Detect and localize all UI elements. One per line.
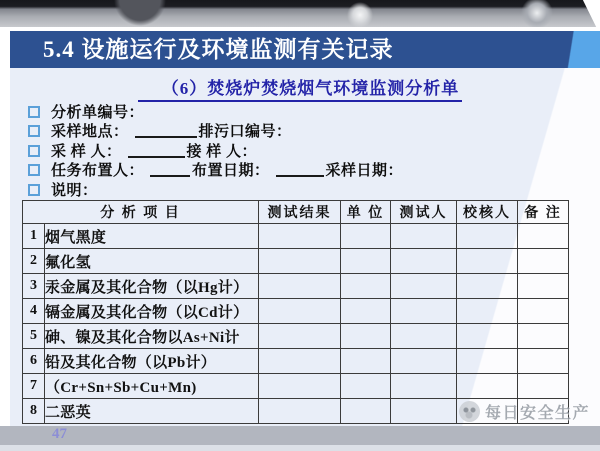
outlet-no-label: 排污口编号： — [198, 124, 292, 140]
analysis-no-label: 分析单编号： — [51, 105, 145, 121]
assigner-label: 任务布置人： — [51, 163, 145, 179]
result-cell — [259, 299, 341, 324]
table-row — [23, 249, 569, 274]
form-line-analysis-no — [28, 102, 144, 121]
header-test-result: 测试结果 — [259, 201, 341, 224]
table-row — [23, 274, 569, 299]
bullet-square-icon — [28, 164, 40, 176]
form-line-task-assignment — [28, 160, 403, 179]
tester-cell — [391, 349, 457, 374]
result-cell — [259, 349, 341, 374]
tester-cell — [391, 274, 457, 299]
watermark-logo-icon — [459, 401, 480, 422]
unit-cell — [341, 249, 391, 274]
table-header-row — [23, 201, 569, 224]
unit-cell — [341, 224, 391, 249]
header-remark: 备 注 — [518, 201, 569, 224]
checker-cell — [457, 324, 518, 349]
blank-underline — [150, 163, 190, 177]
result-cell — [259, 274, 341, 299]
page-number: 47 — [52, 426, 67, 442]
table-row — [23, 324, 569, 349]
unit-cell — [341, 349, 391, 374]
result-cell — [259, 324, 341, 349]
header-analysis-item: 分 析 项 目 — [23, 201, 259, 224]
unit-cell — [341, 399, 391, 424]
table-row — [23, 299, 569, 324]
remark-cell — [518, 324, 569, 349]
assign-date-label: 布置日期： — [192, 163, 270, 179]
remark-cell — [518, 374, 569, 399]
checker-cell — [457, 349, 518, 374]
blank-underline — [276, 163, 324, 177]
note-label: 说明： — [51, 183, 98, 199]
bullet-square-icon — [28, 125, 40, 137]
result-cell — [259, 224, 341, 249]
checker-cell — [457, 249, 518, 274]
blank-underline — [135, 124, 197, 138]
unit-cell — [341, 299, 391, 324]
remark-cell — [518, 349, 569, 374]
row-number: 8 — [23, 399, 45, 424]
row-number: 1 — [23, 224, 45, 249]
remark-cell — [518, 299, 569, 324]
row-number: 3 — [23, 274, 45, 299]
bullet-square-icon — [28, 184, 40, 196]
analysis-table — [22, 200, 569, 424]
header-photo-strip — [0, 0, 600, 27]
remark-cell — [518, 274, 569, 299]
tester-cell — [391, 224, 457, 249]
row-number: 2 — [23, 249, 45, 274]
row-number: 4 — [23, 299, 45, 324]
result-cell — [259, 399, 341, 424]
unit-cell — [341, 324, 391, 349]
analysis-item: 砷、镍及其化合物以As+Ni计 — [45, 324, 259, 349]
checker-cell — [457, 224, 518, 249]
form-line-note — [28, 180, 98, 199]
remark-cell — [518, 249, 569, 274]
receiver-label: 接 样 人： — [186, 144, 258, 160]
table-row — [23, 224, 569, 249]
tester-cell — [391, 249, 457, 274]
checker-cell — [457, 299, 518, 324]
analysis-item: 镉金属及其化合物（以Cd计） — [45, 299, 259, 324]
tester-cell — [391, 399, 457, 424]
analysis-item: 烟气黑度 — [45, 224, 259, 249]
analysis-item: 铅及其化合物（以Pb计） — [45, 349, 259, 374]
tester-cell — [391, 299, 457, 324]
sampler-label: 采 样 人： — [51, 144, 122, 160]
unit-cell — [341, 374, 391, 399]
sampling-site-label: 采样地点： — [51, 124, 129, 140]
analysis-item: 二恶英 — [45, 399, 259, 424]
checker-cell — [457, 274, 518, 299]
watermark-text: 每日安全生产 — [485, 405, 591, 422]
row-number: 7 — [23, 374, 45, 399]
table-row — [23, 374, 569, 399]
blank-underline — [128, 144, 185, 158]
row-number: 6 — [23, 349, 45, 374]
header-tester: 测试人 — [391, 201, 457, 224]
sampling-date-label: 采样日期： — [325, 163, 404, 179]
subtitle-row — [10, 74, 590, 102]
analysis-item: （Cr+Sn+Sb+Cu+Mn) — [45, 374, 259, 399]
header-unit: 单 位 — [341, 201, 391, 224]
table-row — [23, 349, 569, 374]
footer-gray-band — [0, 426, 600, 445]
row-number: 5 — [23, 324, 45, 349]
tester-cell — [391, 374, 457, 399]
result-cell — [259, 374, 341, 399]
bullet-square-icon — [28, 106, 40, 118]
footer-light-band — [0, 445, 600, 451]
watermark — [459, 400, 590, 423]
checker-cell — [457, 374, 518, 399]
bullet-square-icon — [28, 145, 40, 157]
slide-title-bar — [10, 31, 600, 68]
slide-title: 5.4 设施运行及环境监测有关记录 — [43, 37, 394, 62]
form-line-sampler — [28, 141, 257, 160]
slide-subtitle: （6）焚烧炉焚烧烟气环境监测分析单 — [138, 74, 463, 102]
header-checker: 校核人 — [457, 201, 518, 224]
result-cell — [259, 249, 341, 274]
unit-cell — [341, 274, 391, 299]
analysis-item: 汞金属及其化合物（以Hg计） — [45, 274, 259, 299]
form-line-sampling-site — [28, 121, 292, 140]
remark-cell — [518, 224, 569, 249]
tester-cell — [391, 324, 457, 349]
analysis-item: 氟化氢 — [45, 249, 259, 274]
